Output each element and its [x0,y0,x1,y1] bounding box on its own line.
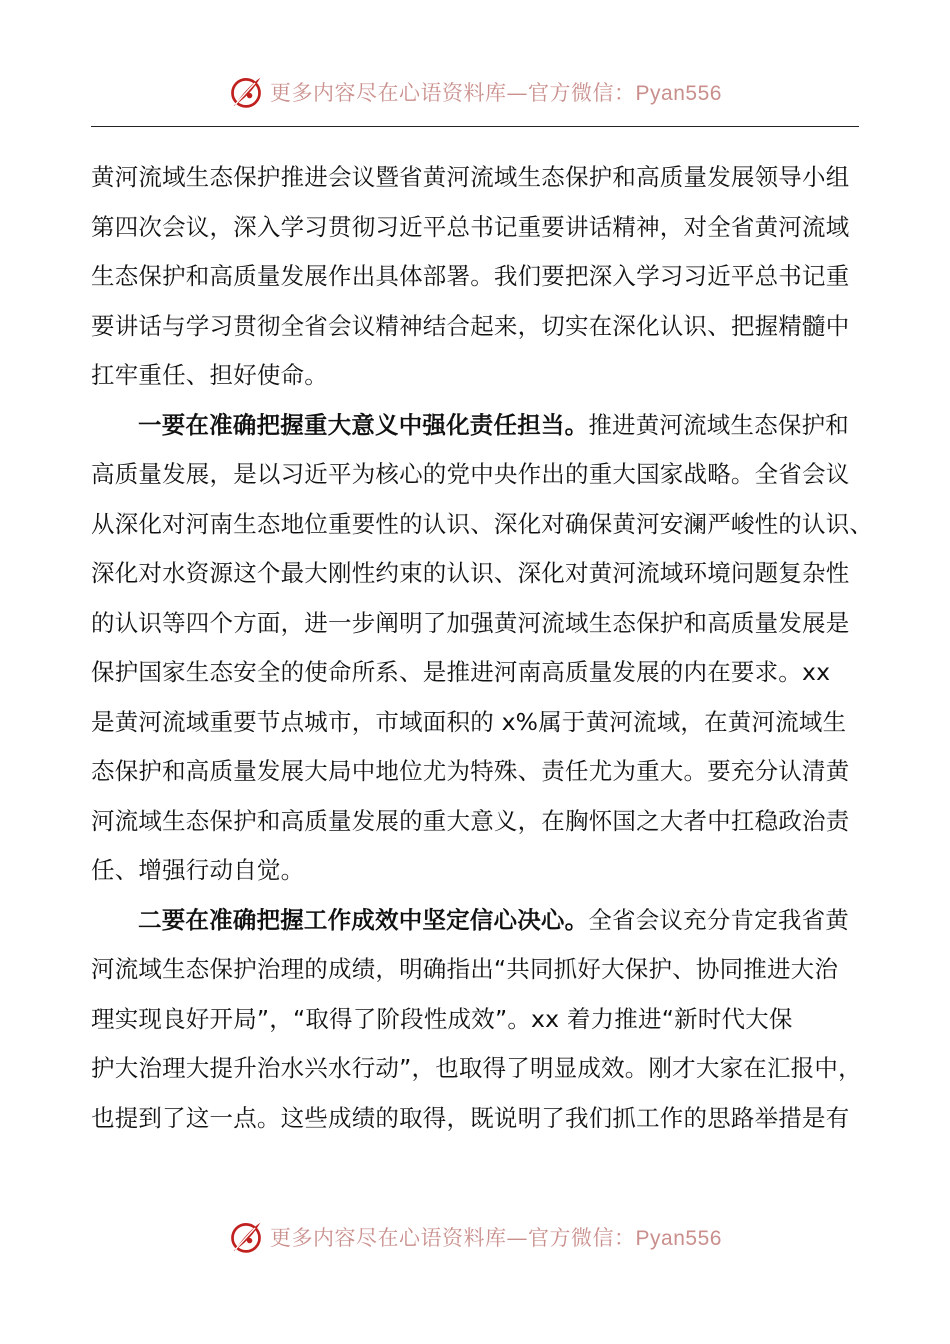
text-line: 从深化对河南生态地位重要性的认识、深化对确保黄河安澜严峻性的认识、 [91,509,874,538]
section-heading: 一要在准确把握重大意义中强化责任担当。 [138,410,589,439]
section-heading-line: 二要在准确把握工作成效中坚定信心决心。全省会议充分肯定我省黄 [138,905,850,934]
text-line: 河流域生态保护和高质量发展的重大意义，在胸怀国之大者中扛稳政治责 [91,806,850,835]
text-line: 扛牢重任、担好使命。 [91,361,328,389]
text-line: 生态保护和高质量发展作出具体部署。我们要把深入学习习近平总书记重 [91,262,850,290]
section-heading: 二要在准确把握工作成效中坚定信心决心。 [138,905,589,934]
text-line: 态保护和高质量发展大局中地位尤为特殊、责任尤为重大。要充分认清黄 [91,757,850,785]
text-line: 理实现良好开局”，“取得了阶段性成效”。xx 着力推进“新时代大保 [91,1004,793,1033]
footer-watermark [0,1215,950,1259]
text-line: 河流域生态保护治理的成绩，明确指出“共同抓好大保护、协同推进大治 [91,955,839,983]
text-line: 高质量发展，是以习近平为核心的党中央作出的重大国家战略。全省会议 [91,460,850,488]
text-line: 是黄河流域重要节点城市，市域面积的 x%属于黄河流域，在黄河流域生 [91,707,847,736]
header-watermark [0,70,950,114]
watermark-brand-text: Pyan556 [635,82,722,105]
text-line: 护大治理大提升治水兴水行动”，也取得了明显成效。刚才大家在汇报中， [91,1054,862,1082]
text-line: 保护国家生态安全的使命所系、是推进河南高质量发展的内在要求。xx [91,658,831,686]
header-divider [91,126,859,127]
text-line: 也提到了这一点。这些成绩的取得，既说明了我们抓工作的思路举措是有 [91,1103,850,1132]
text-line: 黄河流域生态保护推进会议暨省黄河流域生态保护和高质量发展领导小组 [91,163,850,191]
text-line: 第四次会议，深入学习贯彻习近平总书记重要讲话精神，对全省黄河流域 [91,212,850,241]
watermark-brand-text: Pyan556 [635,1227,722,1250]
text-line: 的认识等四个方面，进一步阐明了加强黄河流域生态保护和高质量发展是 [91,608,850,637]
quill-logo-icon [228,1219,264,1255]
document-body [91,153,874,1143]
section-heading-line: 一要在准确把握重大意义中强化责任担当。推进黄河流域生态保护和 [138,410,850,439]
text-line: 要讲话与学习贯彻全省会议精神结合起来，切实在深化认识、把握精髓中 [91,311,850,340]
watermark-main-text: 更多内容尽在心语资料库—官方微信： [270,1226,636,1250]
watermark-text [270,1222,722,1252]
text-line: 深化对水资源这个最大刚性约束的认识、深化对黄河流域环境问题复杂性 [91,559,850,587]
watermark-main-text: 更多内容尽在心语资料库—官方微信： [270,81,636,105]
text-line: 任、增强行动自觉。 [91,856,305,884]
watermark-text [270,77,722,107]
quill-logo-icon [228,74,264,110]
